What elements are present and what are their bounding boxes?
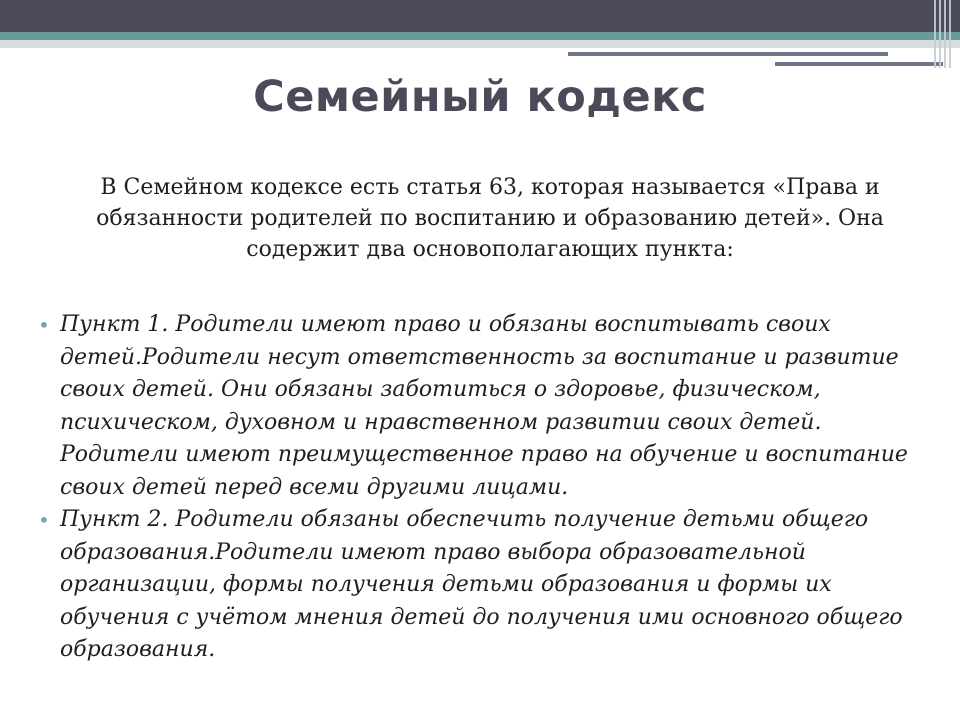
bullet-icon: • [38,313,50,337]
list-item-point-2 [36,504,936,667]
header-band-light [0,40,960,48]
bullet-icon: • [38,508,50,532]
header-edge-stripes [934,0,960,68]
point-text: Пункт 1. Родители имеют право и обязаны воспитывать своих детей.Родители несут ответственность за воспитание и развитие своих детей. Они обязаны заботиться о здоровье, физическом, психическом, духовном и нравственном развитии своих детей. Родители имеют преимущественное право на обучение и воспитание своих детей перед всеми другими лицами. [60,312,908,500]
point-text: Пункт 2. Родители обязаны обеспечить получение детьми общего образования.Родители имеют право выбора образовательной организации, формы получения детьми образования и формы их обучения с учётом мнения детей до получения ими основного общего образования. [60,507,903,662]
intro-paragraph: В Семейном кодексе есть статья 63, которая называется «Права и обязанности родителей по воспитанию и образованию детей». Она содержит два основополагающих пункта: [96,175,884,262]
header-accent-line-short [775,62,943,66]
slide-title: Семейный кодекс [253,72,707,122]
points-list [36,309,936,667]
header-band-teal [0,32,960,40]
header-band-dark [0,0,960,32]
list-item-point-1 [36,309,936,504]
header-accent-line [568,52,888,56]
